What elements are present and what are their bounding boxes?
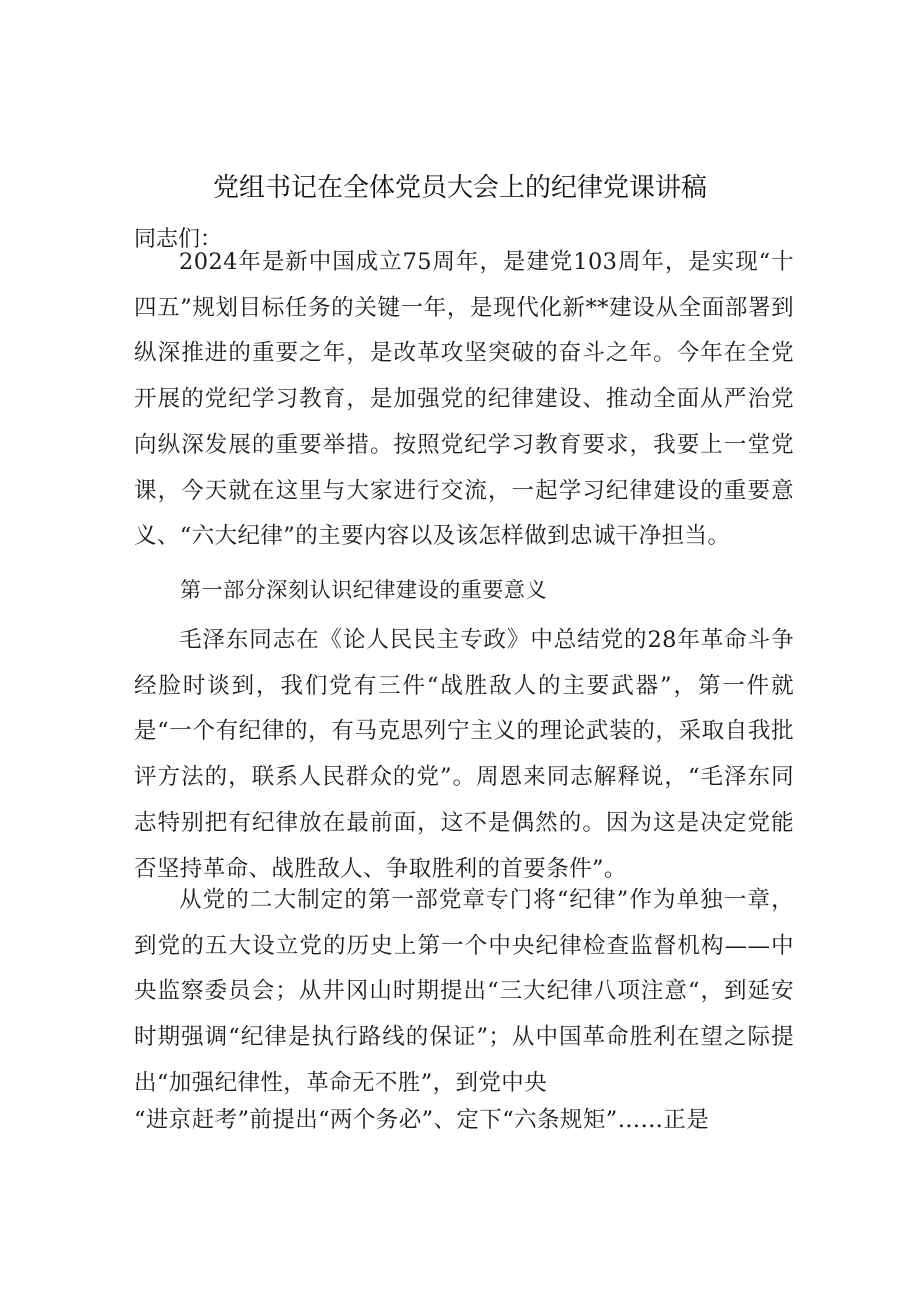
section-heading: 第一部分深刻认识纪律建设的重要意义 [180,578,548,602]
document-title: 党组书记在全体党员大会上的纪律党课讲稿 [212,173,707,203]
salutation: 同志们： [134,227,223,252]
paragraph-intro: 2024年是新中国成立75周年，是建党103周年，是实现“十四五”规划目标任务的关键一年，是现代化新**建设从全面部署到纵深推进的重要之年，是改革攻坚突破的奋斗之年。今年在全党开展的党纪学习教育，是加强党的纪律建设、推动全面从严治党向纵深发展的重要举措。按照党纪学习教育要求，我要上一堂党课，今天就在这里与大家进行交流，一起学习纪律建设的重要意义、“六大纪律”的主要内容以及该怎样做到忠诚干净担当。 [134,249,794,550]
paragraph-continuation: “进京赶考”前提出“两个务必”、定下“六条规矩”……正是 [134,1107,710,1133]
paragraph-party-history: 从党的二大制定的第一部党章专门将“纪律”作为单独一章，到党的五大设立党的历史上第一个中央纪律检查监督机构——中央监察委员会；从井冈山时期提出“三大纪律八项注意“，到延安时期强调“纪律是执行路线的保证”；从中国革命胜利在望之际提出“加强纪律性，革命无不胜”，到党中央 [134,887,794,1096]
paragraph-mao-quote: 毛泽东同志在《论人民民主专政》中总结党的28年革命斗争经脸时谈到，我们党有三件“战胜敌人的主要武器”，第一件就是“一个有纪律的，有马克思列宁主义的理论武装的，采取自我批评方法的，联系人民群众的党”。周恩来同志解释说，“毛泽东同志特别把有纪律放在最前面，这不是偶然的。因为这是决定党能否坚持革命、战胜敌人、争取胜利的首要条件”。 [134,627,794,882]
